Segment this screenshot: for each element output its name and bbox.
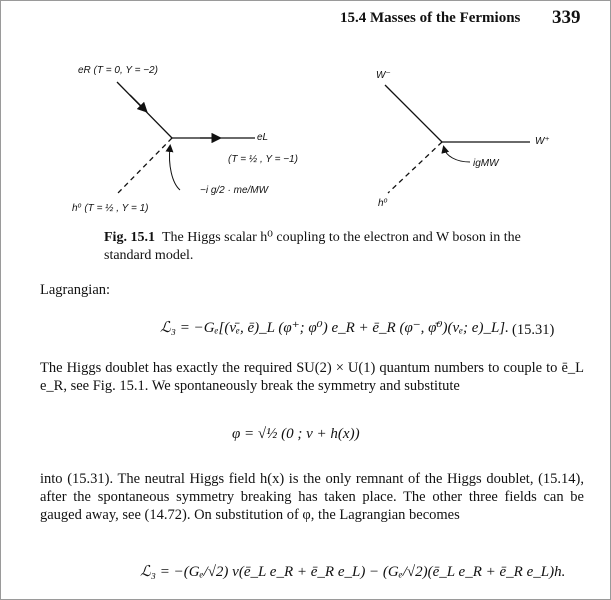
equation-final: ℒ₃ = −(Gₑ/√2) v(ē_L e_R + ē_R e_L) − (Gₑ/√2)(ē_L e_R + ē_R e_L)h. <box>140 564 566 580</box>
label-eL-quantum-numbers: (T = ½ , Y = −1) <box>228 154 298 165</box>
label-Wplus: W⁺ <box>535 136 550 147</box>
label-eL: eL <box>257 132 269 143</box>
paragraph-substitution: into (15.31). The neutral Higgs field h(x) is the only remnant of the Higgs doublet, (15.14), after the spontaneous symmetry breaking has taken place. The other three fields can be gauged away, see (14.72). On substitution of φ, the Lagrangian becomes <box>40 471 584 523</box>
paragraph-lagrangian: Lagrangian: <box>40 282 111 298</box>
equation-15-31: ℒ₃ = −Gₑ[(ν̄ₑ, ē)_L (φ⁺; φ⁰) e_R + ē_R (φ⁻, φ̄⁰)(νₑ; e)_L]. <box>160 320 509 336</box>
h0-dashed-line <box>388 142 442 193</box>
label-h0: h⁰ (T = ½ , Y = 1) <box>72 203 149 214</box>
equation-number-15-31: (15.31) <box>512 322 555 338</box>
label-coupling-electron: −i g/2 · me/MW <box>200 185 269 196</box>
page-number: 339 <box>552 7 581 28</box>
label-Wminus: W⁻ <box>376 70 391 81</box>
eR-arrow <box>130 95 145 110</box>
label-eR: eR (T = 0, Y = −2) <box>78 65 158 76</box>
equation-phi: φ = √½ (0 ; v + h(x)) <box>232 426 360 442</box>
coupling-pointer <box>169 147 180 190</box>
feynman-diagram-w-boson <box>370 70 560 210</box>
coupling-pointer <box>444 148 470 162</box>
label-h0-right: h⁰ <box>378 198 388 209</box>
feynman-diagram-electron <box>60 55 320 225</box>
h0-dashed-line <box>118 138 172 193</box>
figure-caption: Fig. 15.1 The Higgs scalar h⁰ coupling to the electron and W boson in the standard model. <box>104 230 521 263</box>
Wminus-line <box>385 85 442 142</box>
paragraph-higgs-doublet: The Higgs doublet has exactly the required SU(2) × U(1) quantum numbers to couple to ē_L e_R, see Fig. 15.1. We spontaneously break the symmetry and substitute <box>40 360 584 394</box>
label-coupling-w: igMW <box>473 158 499 169</box>
running-header-title: 15.4 Masses of the Fermions <box>340 10 521 26</box>
